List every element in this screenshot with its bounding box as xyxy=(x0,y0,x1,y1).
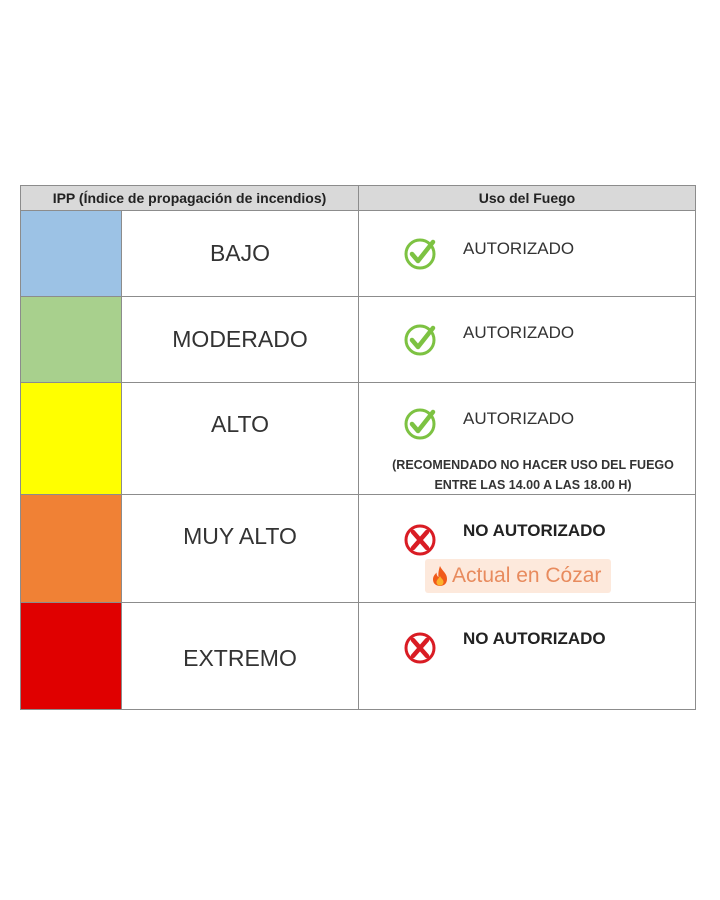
color-swatch-extremo xyxy=(21,603,122,709)
status-text: AUTORIZADO xyxy=(463,323,575,342)
table-header xyxy=(21,186,695,211)
fire-use-cell xyxy=(359,297,695,382)
table-row-bajo xyxy=(21,211,695,297)
status-text: AUTORIZADO xyxy=(463,239,575,258)
fire-use-cell xyxy=(359,211,695,296)
table-row-muy-alto xyxy=(21,495,695,603)
level-label: ALTO xyxy=(122,383,359,494)
cross-circle-icon xyxy=(403,631,437,665)
fire-icon xyxy=(431,565,449,587)
level-label: MODERADO xyxy=(122,297,359,382)
fire-use-cell xyxy=(359,383,695,494)
status-text: NO AUTORIZADO xyxy=(463,629,606,648)
color-swatch-alto xyxy=(21,383,122,494)
fire-use-cell xyxy=(359,495,695,602)
color-swatch-muy-alto xyxy=(21,495,122,602)
header-ipp: IPP (Índice de propagación de incendios) xyxy=(21,186,359,210)
current-location-text: Actual en Cózar xyxy=(452,564,602,587)
current-location-tag xyxy=(425,559,611,593)
fire-use-cell xyxy=(359,603,695,709)
ipp-table xyxy=(20,185,696,710)
header-fire-use: Uso del Fuego xyxy=(478,190,576,206)
check-circle-icon xyxy=(403,407,437,441)
color-swatch-moderado xyxy=(21,297,122,382)
table-row-alto xyxy=(21,383,695,495)
status-text: NO AUTORIZADO xyxy=(463,521,606,540)
table-row-extremo xyxy=(21,603,695,709)
check-circle-icon xyxy=(403,237,437,271)
level-label: MUY ALTO xyxy=(122,495,359,602)
cross-circle-icon xyxy=(403,523,437,557)
status-text: AUTORIZADO xyxy=(463,409,575,428)
level-label: EXTREMO xyxy=(122,603,359,709)
recommendation-note: (RECOMENDADO NO HACER USO DEL FUEGO ENTRE LAS 14.00 A LAS 18.00 H) xyxy=(392,458,674,492)
table-row-moderado xyxy=(21,297,695,383)
level-label: BAJO xyxy=(122,211,359,296)
color-swatch-bajo xyxy=(21,211,122,296)
check-circle-icon xyxy=(403,323,437,357)
